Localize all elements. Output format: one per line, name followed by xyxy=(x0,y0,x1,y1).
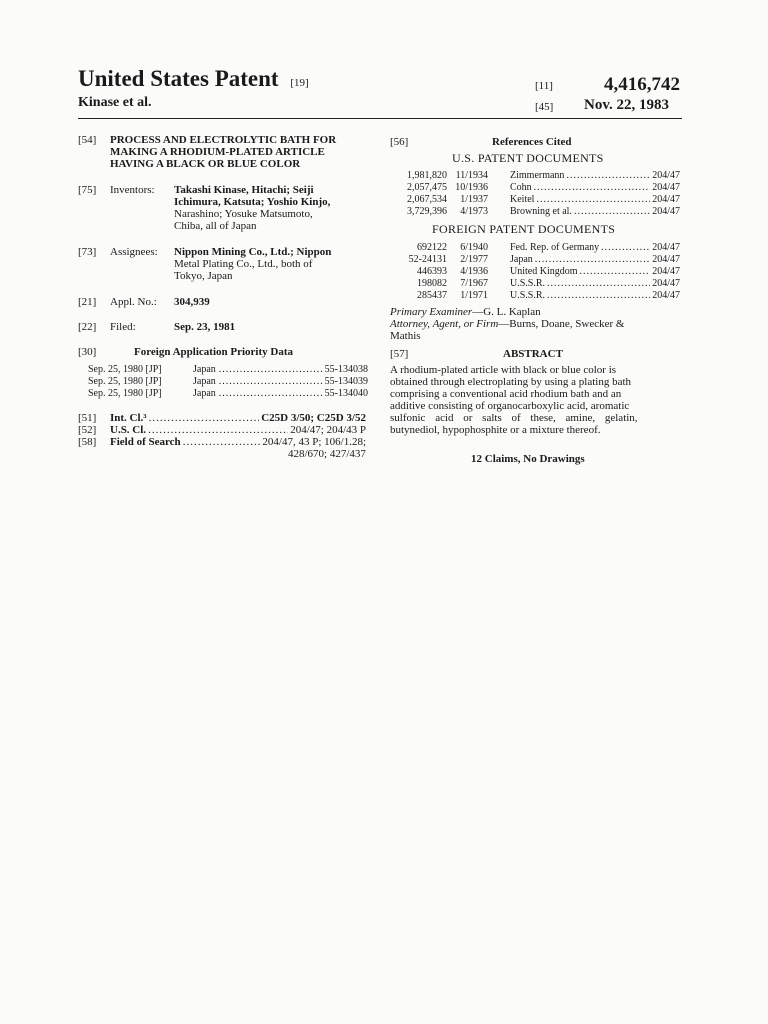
invention-title-line: MAKING A RHODIUM-PLATED ARTICLE xyxy=(110,146,325,158)
intcl-value: C25D 3/50; C25D 3/52 xyxy=(261,412,366,424)
doc-number: 52-24131 xyxy=(408,254,447,265)
foreign-docs-heading: FOREIGN PATENT DOCUMENTS xyxy=(432,222,616,236)
doc-number: 446393 xyxy=(417,266,447,277)
attorney-label: Attorney, Agent, or Firm xyxy=(390,318,499,330)
doc-date: 2/1977 xyxy=(460,254,488,265)
doc-date: 1/1971 xyxy=(460,290,488,301)
appl-label: Appl. No.: xyxy=(110,296,157,308)
doc-class: 204/47 xyxy=(652,194,680,205)
inventors-code: [75] xyxy=(78,184,97,196)
assignees-code: [73] xyxy=(78,246,97,258)
uscl-code: [52] xyxy=(78,424,97,436)
doc-class: 204/47 xyxy=(652,242,680,253)
doc-name: Browning et al. xyxy=(510,206,572,217)
abstract-body xyxy=(390,364,680,436)
refs-code: [56] xyxy=(390,136,409,148)
doc-date: 4/1936 xyxy=(460,266,488,277)
filed-code: [22] xyxy=(78,321,97,333)
priority-date: Sep. 25, 1980 [JP] xyxy=(88,388,162,399)
priority-country: Japan xyxy=(193,388,216,399)
uscl-label: U.S. Cl. xyxy=(110,424,147,436)
filed-label: Filed: xyxy=(110,321,136,333)
inventors-line: Narashino; Yosuke Matsumoto, xyxy=(174,208,313,220)
abstract-code: [57] xyxy=(390,348,409,360)
invention-title-line: HAVING A BLACK OR BLUE COLOR xyxy=(110,158,301,170)
appl-code: [21] xyxy=(78,296,97,308)
doc-name: Keitel xyxy=(510,194,535,205)
doc-class: 204/47 xyxy=(652,266,680,277)
appl-number: 304,939 xyxy=(174,296,210,308)
claims-summary: 12 Claims, No Drawings xyxy=(471,453,585,465)
doc-date: 6/1940 xyxy=(460,242,488,253)
inventor-line: Kinase et al. xyxy=(78,95,152,110)
inventors-label: Inventors: xyxy=(110,184,155,196)
field-row xyxy=(110,436,366,448)
priority-country: Japan xyxy=(193,376,216,387)
inventors-line: Takashi Kinase, Hitachi; Seiji xyxy=(174,184,314,196)
priority-country: Japan xyxy=(193,364,216,375)
inventors-line: Ichimura, Katsuta; Yoshio Kinjo, xyxy=(174,196,331,208)
invention-title xyxy=(110,134,380,170)
priority-date: Sep. 25, 1980 [JP] xyxy=(88,364,162,375)
doc-number: 2,057,475 xyxy=(407,182,447,193)
abstract-line: butynediol, hypophosphite or a mixture thereof. xyxy=(390,424,601,436)
doc-number: 3,729,396 xyxy=(407,206,447,217)
doc-name: U.S.S.R. xyxy=(510,290,546,301)
priority-date: Sep. 25, 1980 [JP] xyxy=(88,376,162,387)
assignees-label: Assignees: xyxy=(110,246,158,258)
title-field-code: [54] xyxy=(78,134,97,146)
filed-date: Sep. 23, 1981 xyxy=(174,321,236,333)
doc-name: Zimmermann xyxy=(510,170,565,181)
patent-number-code: [11] xyxy=(535,80,553,92)
abstract-line: comprising a conventional acid rhodium bath and an xyxy=(390,388,622,400)
intcl-code: [51] xyxy=(78,412,97,424)
examiner-name: —G. L. Kaplan xyxy=(472,306,541,318)
abstract-line: additive consisting of organocarboxylic acid, aromatic xyxy=(390,400,630,412)
abstract-line: A rhodium-plated article with black or blue color is xyxy=(390,364,617,376)
assignees-line: Metal Plating Co., Ltd., both of xyxy=(174,258,313,270)
inventors-list xyxy=(174,184,374,232)
field-code: [58] xyxy=(78,436,97,448)
doc-number: 692122 xyxy=(417,242,447,253)
doc-date: 11/1934 xyxy=(455,170,488,181)
priority-heading: Foreign Application Priority Data xyxy=(134,346,293,358)
uscl-value: 204/47; 204/43 P xyxy=(290,424,366,436)
attorney xyxy=(390,318,680,342)
patent-number: 4,416,742 xyxy=(604,74,680,95)
doc-name: United Kingdom xyxy=(510,266,578,277)
document-title: United States Patent xyxy=(78,66,279,91)
doc-name: U.S.S.R. xyxy=(510,278,546,289)
header-rule xyxy=(78,118,682,119)
doc-class: 204/47 xyxy=(652,254,680,265)
doc-date: 7/1967 xyxy=(460,278,488,289)
doc-class: 204/47 xyxy=(652,206,680,217)
doc-date: 4/1973 xyxy=(460,206,488,217)
patent-date: Nov. 22, 1983 xyxy=(584,97,670,113)
doc-class: 204/47 xyxy=(652,278,680,289)
patent-date-code: [45] xyxy=(535,101,554,113)
intcl-label: Int. Cl.³ xyxy=(110,412,147,424)
abstract-heading: ABSTRACT xyxy=(503,348,563,360)
primary-examiner xyxy=(390,306,541,318)
assignees-line: Nippon Mining Co., Ltd.; Nippon xyxy=(174,246,332,258)
assignees-line: Tokyo, Japan xyxy=(174,270,233,282)
invention-title-line: PROCESS AND ELECTROLYTIC BATH FOR xyxy=(110,134,337,146)
doc-number: 285437 xyxy=(417,290,447,301)
refs-heading: References Cited xyxy=(492,136,572,148)
attorney-name-cont: Mathis xyxy=(390,330,421,342)
assignees-list xyxy=(174,246,374,282)
priority-number: 55-134040 xyxy=(324,388,368,399)
examiner-label: Primary Examiner xyxy=(390,306,473,318)
abstract-line: obtained through electroplating by using a plating bath xyxy=(390,376,632,388)
field-label: Field of Search xyxy=(110,436,181,448)
doc-number: 1,981,820 xyxy=(407,170,447,181)
intcl-row xyxy=(110,412,366,424)
inventors-line: Chiba, all of Japan xyxy=(174,220,257,232)
abstract-line: sulfonic acid or salts of these, amine, gelatin, xyxy=(390,412,638,424)
attorney-name: —Burns, Doane, Swecker & xyxy=(498,318,625,330)
doc-name: Fed. Rep. of Germany xyxy=(510,242,600,253)
priority-code: [30] xyxy=(78,346,97,358)
priority-number: 55-134038 xyxy=(324,364,368,375)
patent-header-title xyxy=(78,66,309,96)
title-code: [19] xyxy=(290,77,309,89)
doc-name: Cohn xyxy=(510,182,532,193)
doc-class: 204/47 xyxy=(652,170,680,181)
doc-class: 204/47 xyxy=(652,182,680,193)
field-value: 204/47, 43 P; 106/1.28; xyxy=(262,436,366,448)
doc-class: 204/47 xyxy=(652,290,680,301)
doc-date: 10/1936 xyxy=(455,182,488,193)
us-docs-heading: U.S. PATENT DOCUMENTS xyxy=(452,151,604,165)
uscl-row xyxy=(110,424,366,436)
doc-date: 1/1937 xyxy=(460,194,488,205)
priority-number: 55-134039 xyxy=(324,376,368,387)
doc-name: Japan xyxy=(510,254,533,265)
doc-number: 2,067,534 xyxy=(407,194,447,205)
field-value-cont: 428/670; 427/437 xyxy=(288,448,366,460)
doc-number: 198082 xyxy=(417,278,447,289)
